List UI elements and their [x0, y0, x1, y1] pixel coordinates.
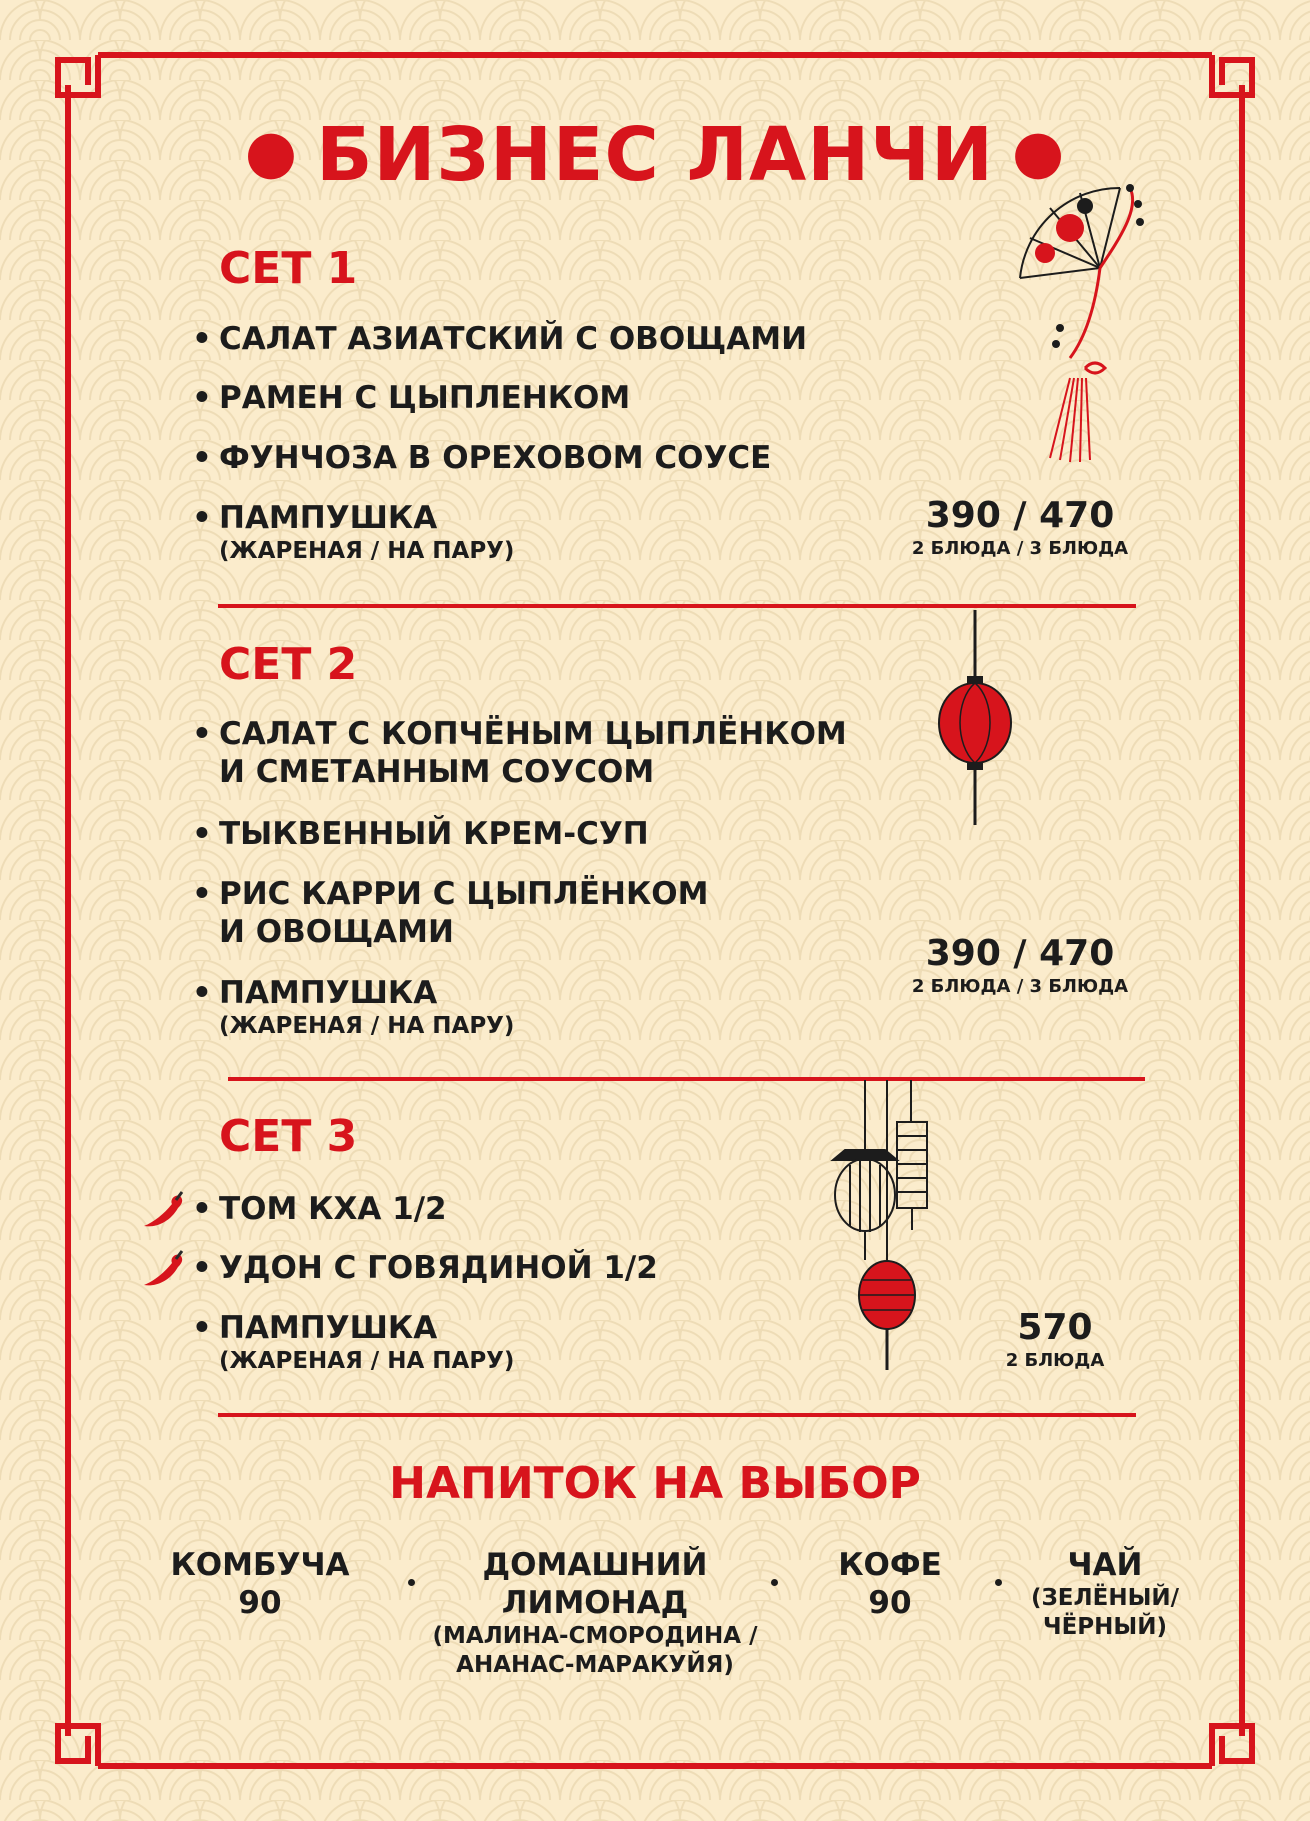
- separator-dot: [408, 1579, 415, 1586]
- list-item: • ТЫКВЕННЫЙ КРЕМ-СУП: [192, 816, 649, 852]
- set-3-title: СЕТ 3: [219, 1111, 358, 1162]
- list-item: • ПАМПУШКА (ЖАРЕНАЯ / НА ПАРУ): [192, 500, 515, 564]
- drink-kombucha: КОМБУЧА 90: [170, 1547, 350, 1621]
- set-2-title: СЕТ 2: [219, 639, 358, 690]
- divider: [228, 1077, 1145, 1081]
- list-item: • ФУНЧОЗА В ОРЕХОВОМ СОУСЕ: [192, 440, 772, 476]
- divider: [218, 1413, 1136, 1417]
- page-title: ● БИЗНЕС ЛАНЧИ ●: [244, 112, 1066, 198]
- set-2-price: 390 / 470 2 БЛЮДА / 3 БЛЮДА: [911, 933, 1129, 997]
- set-3-price: 570 2 БЛЮДА: [1005, 1307, 1105, 1371]
- list-item: • ТОМ КХА 1/2: [192, 1191, 447, 1227]
- set-1-title: СЕТ 1: [219, 243, 358, 294]
- divider: [218, 604, 1136, 608]
- fan-icon: [990, 168, 1170, 468]
- chili-pepper-icon: [140, 1190, 186, 1232]
- drink-lemonade: ДОМАШНИЙ ЛИМОНАД (МАЛИНА-СМОРОДИНА / АНАНАС-МАРАКУЙЯ): [432, 1547, 758, 1678]
- drinks-title: НАПИТОК НА ВЫБОР: [389, 1458, 921, 1509]
- list-item: • САЛАТ С КОПЧЁНЫМ ЦЫПЛЁНКОМ И СМЕТАННЫМ СОУСОМ: [192, 716, 847, 790]
- drink-coffee: КОФЕ 90: [838, 1547, 942, 1621]
- list-item: • САЛАТ АЗИАТСКИЙ С ОВОЩАМИ: [192, 321, 808, 357]
- list-item: • УДОН С ГОВЯДИНОЙ 1/2: [192, 1250, 658, 1286]
- set-1-price: 390 / 470 2 БЛЮДА / 3 БЛЮДА: [911, 495, 1129, 559]
- list-item: • ПАМПУШКА (ЖАРЕНАЯ / НА ПАРУ): [192, 975, 515, 1039]
- separator-dot: [771, 1579, 778, 1586]
- list-item: • РИС КАРРИ С ЦЫПЛЁНКОМ И ОВОЩАМИ: [192, 876, 709, 950]
- lanterns-group-icon: [825, 1080, 955, 1370]
- lantern-icon: [930, 610, 1020, 830]
- list-item: • РАМЕН С ЦЫПЛЕНКОМ: [192, 380, 631, 416]
- drink-tea: ЧАЙ (ЗЕЛЁНЫЙ/ ЧЁРНЫЙ): [1030, 1547, 1180, 1640]
- list-item: • ПАМПУШКА (ЖАРЕНАЯ / НА ПАРУ): [192, 1310, 515, 1374]
- chili-pepper-icon: [140, 1249, 186, 1291]
- separator-dot: [995, 1579, 1002, 1586]
